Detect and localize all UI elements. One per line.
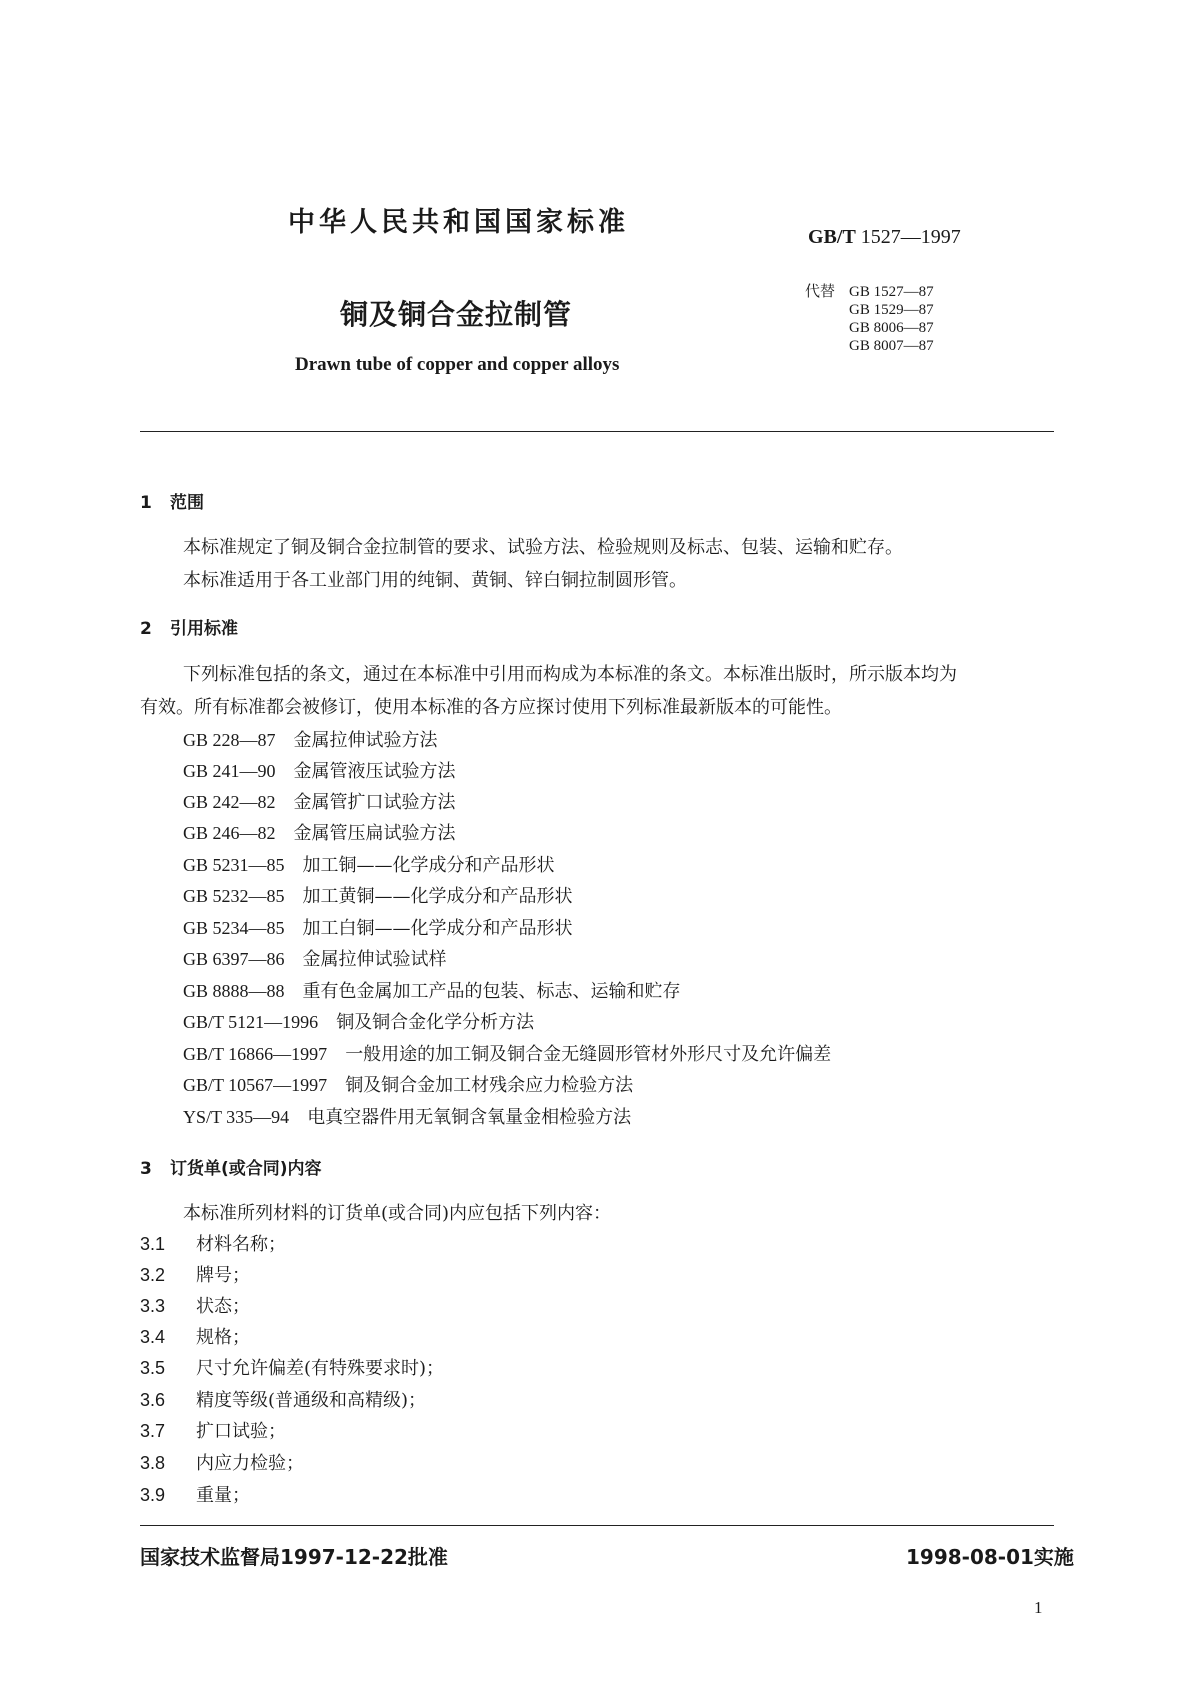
item-number: 3.1 [140,1234,166,1254]
reference-code: GB 6397—86 [183,949,285,969]
reference-item [183,1071,633,1097]
reference-item [183,788,456,814]
reference-title: 金属管压扁试验方法 [293,823,456,844]
section-title: 订货单(或合同)内容 [170,1159,322,1179]
footer-divider [140,1525,1054,1526]
list-item [140,1323,250,1349]
item-text: 状态； [196,1296,250,1317]
item-text: 材料名称； [196,1234,286,1255]
document-title-cn: 铜及铜合金拉制管 [340,298,573,331]
list-item [140,1481,250,1507]
item-text: 扩口试验； [196,1421,286,1442]
list-item [140,1386,426,1412]
reference-item [183,914,573,940]
paragraph: 本标准适用于各工业部门用的纯铜、黄铜、锌白铜拉制圆形管。 [183,570,687,591]
replaced-standard: GB 1527—87 [849,284,934,300]
reference-title: 加工铜——化学成分和产品形状 [302,855,555,876]
item-text: 内应力检验； [196,1453,304,1474]
reference-item [183,757,456,783]
reference-title: 重有色金属加工产品的包装、标志、运输和贮存 [302,981,681,1002]
reference-title: 加工白铜——化学成分和产品形状 [302,918,573,939]
replaces-block [805,282,934,355]
reference-title: 电真空器件用无氧铜含氧量金相检验方法 [307,1107,632,1128]
reference-item [183,819,456,845]
standard-number [808,226,961,249]
reference-item [183,1008,534,1034]
section-title: 范围 [170,493,204,513]
item-text: 尺寸允许偏差(有特殊要求时)； [196,1358,445,1379]
effective-date: 1998-08-01实施 [906,1545,1074,1569]
replaces-label: 代替 [805,282,836,300]
reference-title: 金属拉伸试验试样 [302,949,447,970]
reference-title: 铜及铜合金化学分析方法 [336,1012,535,1033]
list-item [140,1449,304,1475]
reference-code: GB 8888—88 [183,981,285,1001]
standard-code: 1527—1997 [860,226,961,248]
section-number: 2 [140,619,152,639]
section-title: 引用标准 [170,619,238,639]
section-number: 3 [140,1159,152,1179]
item-number: 3.9 [140,1485,166,1505]
reference-item [183,977,681,1003]
item-number: 3.8 [140,1453,166,1473]
item-number: 3.5 [140,1358,166,1378]
reference-title: 金属管液压试验方法 [293,761,456,782]
item-number: 3.2 [140,1265,166,1285]
replaced-standard: GB 8006—87 [849,320,934,336]
list-item [140,1292,250,1318]
reference-code: GB 246—82 [183,823,276,843]
paragraph: 有效。所有标准都会被修订，使用本标准的各方应探讨使用下列标准最新版本的可能性。 [140,697,842,718]
reference-code: GB 241—90 [183,761,276,781]
reference-code: GB/T 16866—1997 [183,1044,328,1064]
item-text: 规格； [196,1327,250,1348]
reference-code: GB 228—87 [183,730,276,750]
section-number: 1 [140,493,152,513]
list-item [140,1354,444,1380]
section-1-heading [140,488,204,513]
reference-title: 金属拉伸试验方法 [293,730,438,751]
reference-code: GB 5234—85 [183,918,285,938]
reference-code: GB 5232—85 [183,886,285,906]
list-item [140,1261,250,1287]
paragraph: 本标准所列材料的订货单(或合同)内应包括下列内容： [183,1203,612,1224]
reference-item [183,726,438,752]
list-item [140,1230,286,1256]
item-number: 3.7 [140,1421,166,1441]
section-3-heading [140,1154,322,1179]
header-divider [140,431,1054,432]
replaced-standard: GB 8007—87 [849,338,934,354]
list-item [140,1417,286,1443]
reference-code: GB/T 5121—1996 [183,1012,319,1032]
reference-code: YS/T 335—94 [183,1107,290,1127]
approval-date: 国家技术监督局1997-12-22批准 [140,1545,448,1569]
item-number: 3.6 [140,1390,166,1410]
reference-title: 铜及铜合金加工材残余应力检验方法 [345,1075,634,1096]
paragraph: 下列标准包括的条文，通过在本标准中引用而构成为本标准的条文。本标准出版时，所示版本均为 [183,664,957,685]
reference-title: 加工黄铜——化学成分和产品形状 [302,886,573,907]
national-standard-title: 中华人民共和国国家标准 [288,207,629,238]
reference-title: 金属管扩口试验方法 [293,792,456,813]
reference-item [183,1040,831,1066]
reference-item [183,882,573,908]
reference-code: GB 242—82 [183,792,276,812]
reference-item [183,945,447,971]
item-number: 3.3 [140,1296,166,1316]
item-number: 3.4 [140,1327,166,1347]
item-text: 精度等级(普通级和高精级)； [196,1390,427,1411]
reference-item [183,851,555,877]
reference-item [183,1103,631,1129]
reference-title: 一般用途的加工铜及铜合金无缝圆形管材外形尺寸及允许偏差 [345,1044,832,1065]
standard-prefix: GB/T [808,226,856,248]
page-number: 1 [1034,1598,1043,1617]
paragraph: 本标准规定了铜及铜合金拉制管的要求、试验方法、检验规则及标志、包装、运输和贮存。 [183,537,903,558]
replaced-standard: GB 1529—87 [849,302,934,318]
item-text: 牌号； [196,1265,250,1286]
document-title-en: Drawn tube of copper and copper alloys [295,354,620,375]
reference-code: GB/T 10567—1997 [183,1075,328,1095]
section-2-heading [140,614,238,639]
item-text: 重量； [196,1485,250,1506]
reference-code: GB 5231—85 [183,855,285,875]
